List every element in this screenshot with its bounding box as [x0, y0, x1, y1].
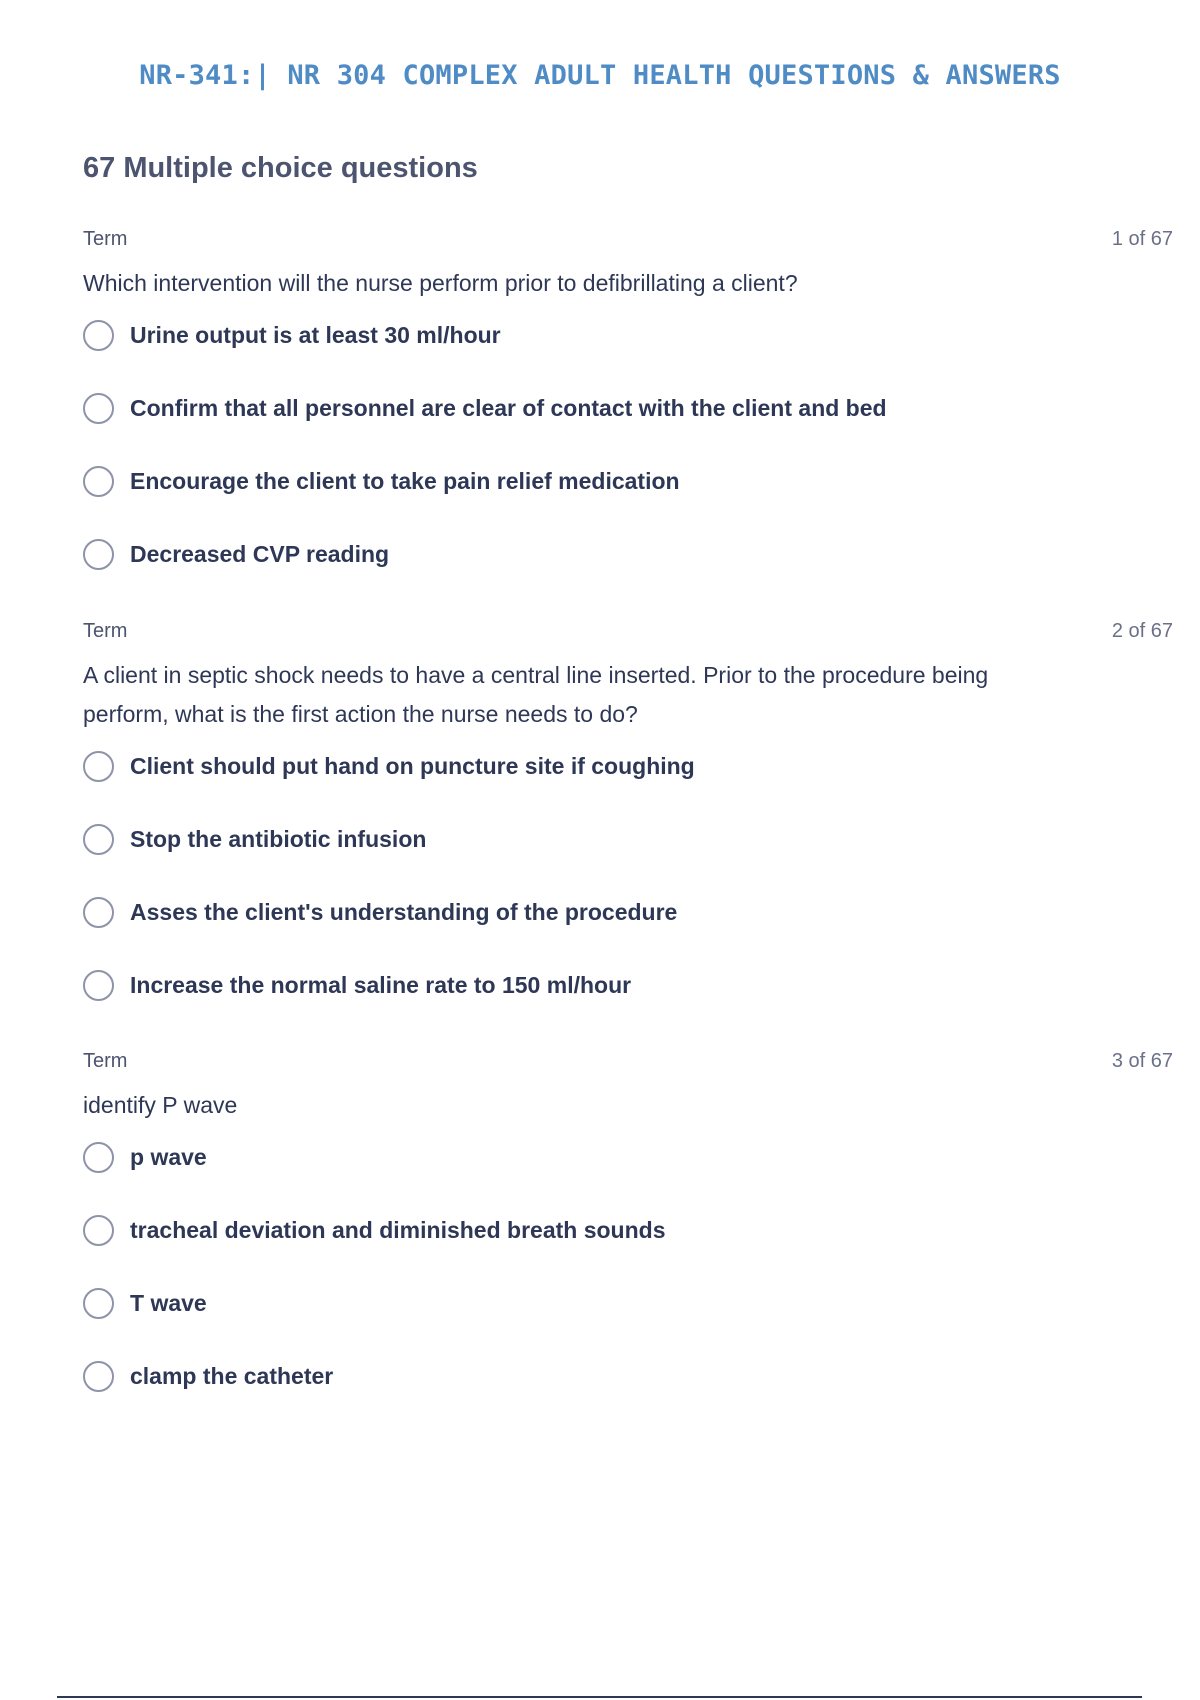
- answer-option[interactable]: [83, 896, 1173, 969]
- question-card: [83, 228, 1173, 611]
- answer-option-label: Client should put hand on puncture site if coughing: [130, 753, 695, 779]
- radio-button[interactable]: [83, 393, 114, 424]
- answer-option-label: Decreased CVP reading: [130, 541, 390, 567]
- answer-option-label: T wave: [130, 1290, 207, 1316]
- radio-button[interactable]: [83, 466, 114, 497]
- answer-option-label: Stop the antibiotic infusion: [130, 826, 427, 852]
- radio-button[interactable]: [83, 539, 114, 570]
- answer-option[interactable]: [83, 1141, 1173, 1214]
- answer-option-label: clamp the catheter: [130, 1363, 334, 1389]
- answer-option[interactable]: [83, 750, 1173, 823]
- question-text: identify P wave: [83, 1092, 238, 1118]
- question-text: Which intervention will the nurse perform prior to defibrillating a client?: [83, 270, 798, 296]
- radio-button[interactable]: [83, 320, 114, 351]
- page-bottom-rule: [57, 1696, 1142, 1698]
- answer-option[interactable]: [83, 465, 1173, 538]
- answer-option-label: p wave: [130, 1144, 207, 1170]
- answer-options: [83, 319, 1173, 611]
- answer-option[interactable]: [83, 1287, 1173, 1360]
- radio-button[interactable]: [83, 751, 114, 782]
- radio-button[interactable]: [83, 1288, 114, 1319]
- radio-button[interactable]: [83, 824, 114, 855]
- radio-button[interactable]: [83, 897, 114, 928]
- term-label: Term: [83, 1050, 128, 1072]
- term-label: Term: [83, 620, 128, 642]
- answer-options: [83, 1141, 1173, 1433]
- answer-option-label: Confirm that all personnel are clear of contact with the client and bed: [130, 395, 887, 421]
- term-label: Term: [83, 228, 128, 250]
- radio-button[interactable]: [83, 970, 114, 1001]
- radio-button[interactable]: [83, 1215, 114, 1246]
- question-counter: 3 of 67: [1111, 1050, 1173, 1072]
- question-text: A client in septic shock needs to have a central line inserted. Prior to the procedure being perform, what is the first action the nurse needs to do?: [83, 662, 989, 727]
- answer-option[interactable]: [83, 1214, 1173, 1287]
- document-title: NR-341:| NR 304 COMPLEX ADULT HEALTH QUESTIONS & ANSWERS: [139, 60, 1061, 91]
- radio-button[interactable]: [83, 1361, 114, 1392]
- answer-option-label: Asses the client's understanding of the procedure: [130, 899, 678, 925]
- question-card: [83, 620, 1173, 1042]
- answer-option-label: Increase the normal saline rate to 150 ml/hour: [130, 972, 632, 998]
- answer-option[interactable]: [83, 969, 1173, 1042]
- answer-option-label: tracheal deviation and diminished breath sounds: [130, 1217, 666, 1243]
- question-count-heading: 67 Multiple choice questions: [83, 152, 478, 184]
- answer-option[interactable]: [83, 319, 1173, 392]
- answer-option-label: Urine output is at least 30 ml/hour: [130, 322, 501, 348]
- question-counter: 1 of 67: [1111, 228, 1173, 250]
- radio-button[interactable]: [83, 1142, 114, 1173]
- question-card: [83, 1050, 1173, 1433]
- question-counter: 2 of 67: [1111, 620, 1173, 642]
- answer-option[interactable]: [83, 1360, 1173, 1433]
- answer-option[interactable]: [83, 823, 1173, 896]
- answer-option[interactable]: [83, 538, 1173, 611]
- answer-option[interactable]: [83, 392, 1173, 465]
- answer-options: [83, 750, 1173, 1042]
- answer-option-label: Encourage the client to take pain relief medication: [130, 468, 680, 494]
